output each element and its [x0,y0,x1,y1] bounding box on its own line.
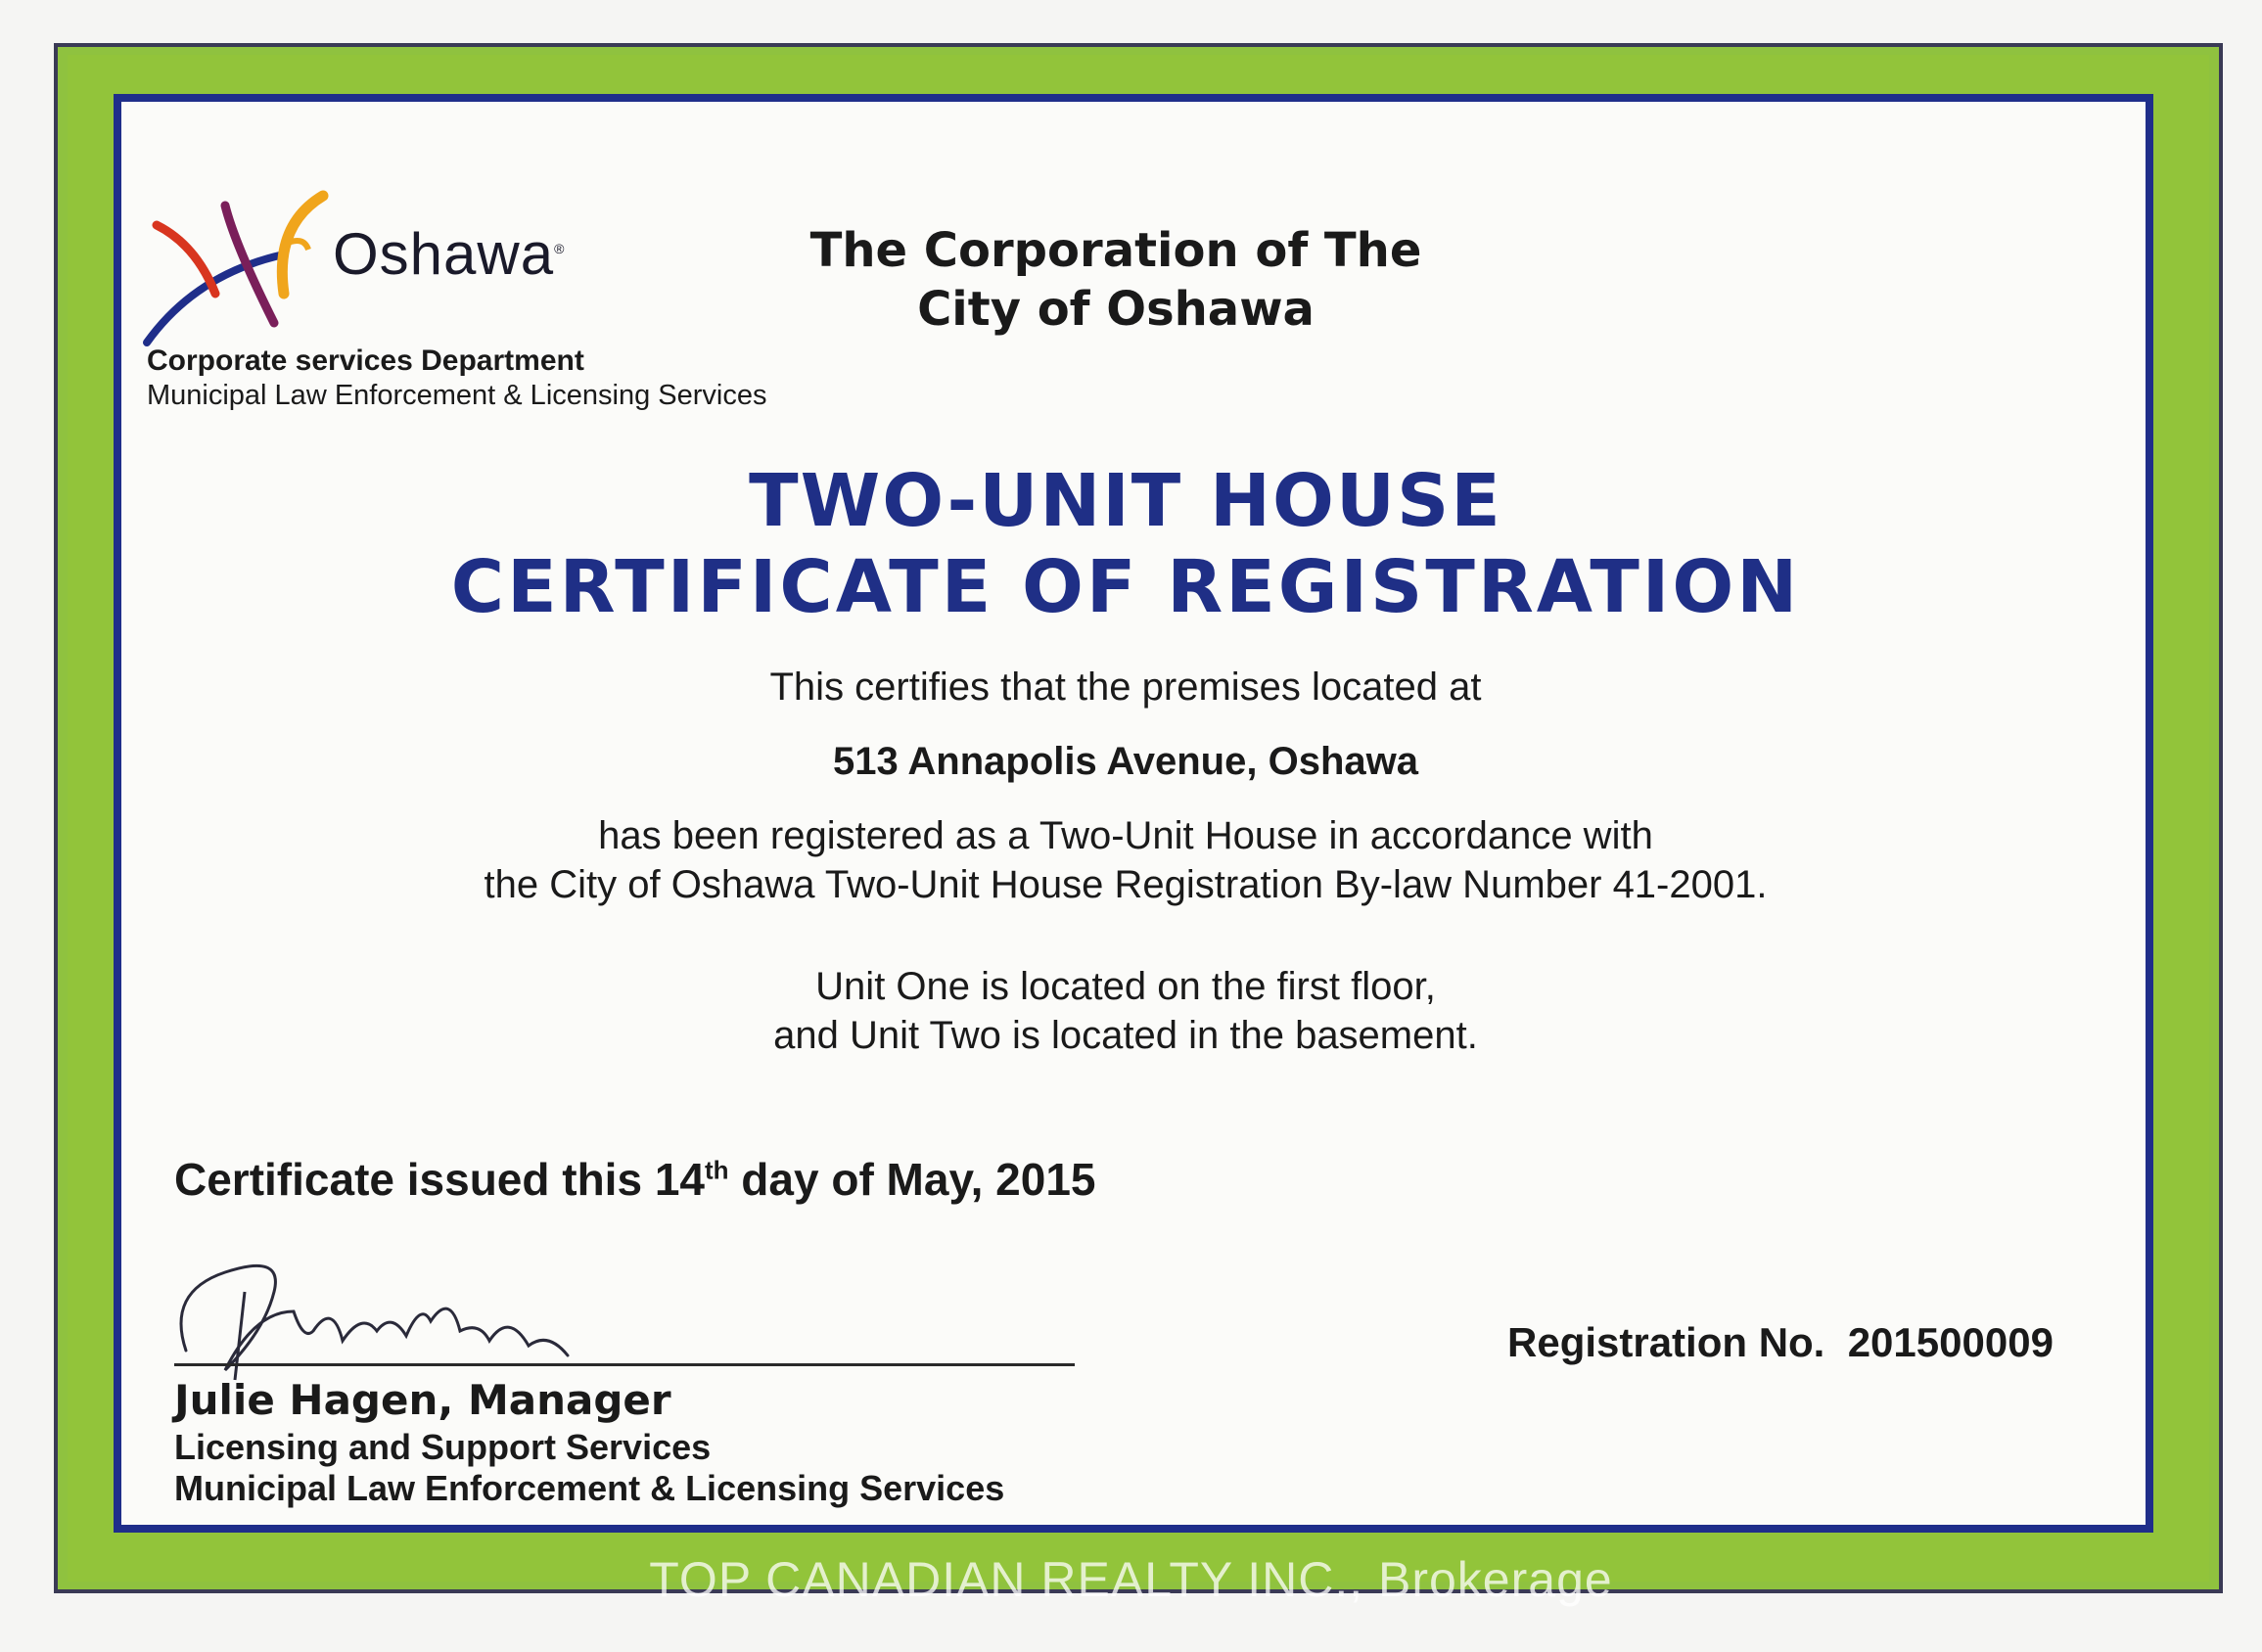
unit-line-2: and Unit Two is located in the basement. [773,1014,1478,1057]
division-label: Municipal Law Enforcement & Licensing Services [147,380,767,411]
issue-date-prefix: Certificate issued this 14 [174,1154,705,1205]
unit-line-1: Unit One is located on the first floor, [815,965,1436,1008]
registered-line-2: the City of Oshawa Two-Unit House Registration By-law Number 41-2001. [484,863,1768,906]
signature-icon [166,1253,617,1390]
registration-value: 201500009 [1847,1319,2054,1365]
oshawa-wordmark [333,220,565,288]
signatory-department: Licensing and Support Services [174,1427,712,1467]
title-line-1: TWO-UNIT HOUSE [749,459,1502,543]
registered-mark: ® [554,241,566,256]
brokerage-watermark: TOP CANADIAN REALTY INC., Brokerage [649,1552,1613,1607]
issue-date-suffix: day of May, 2015 [728,1154,1096,1205]
registration-number [1507,1319,2054,1366]
premises-address: 513 Annapolis Avenue, Oshawa [833,740,1418,783]
issue-date-ordinal: th [704,1155,729,1185]
certifies-text: This certifies that the premises located at [769,665,1482,709]
signatory-division: Municipal Law Enforcement & Licensing Services [174,1468,1005,1508]
registration-label: Registration No. [1507,1319,1825,1365]
signatory-name: Julie Hagen, Manager [174,1376,671,1424]
signature-line [174,1363,1075,1366]
registered-line-1: has been registered as a Two-Unit House in accordance with [598,814,1653,857]
corporation-heading [685,221,1546,339]
issue-date [174,1153,1096,1206]
wordmark-text: Oshawa [333,221,555,287]
corporation-line-2: City of Oshawa [917,282,1315,337]
oshawa-logo-icon [137,186,333,352]
department-label: Corporate services Department [147,344,584,377]
title-line-2: CERTIFICATE OF REGISTRATION [450,545,1801,629]
certificate-title [117,458,2134,630]
corporation-line-1: The Corporation of The [809,223,1422,278]
